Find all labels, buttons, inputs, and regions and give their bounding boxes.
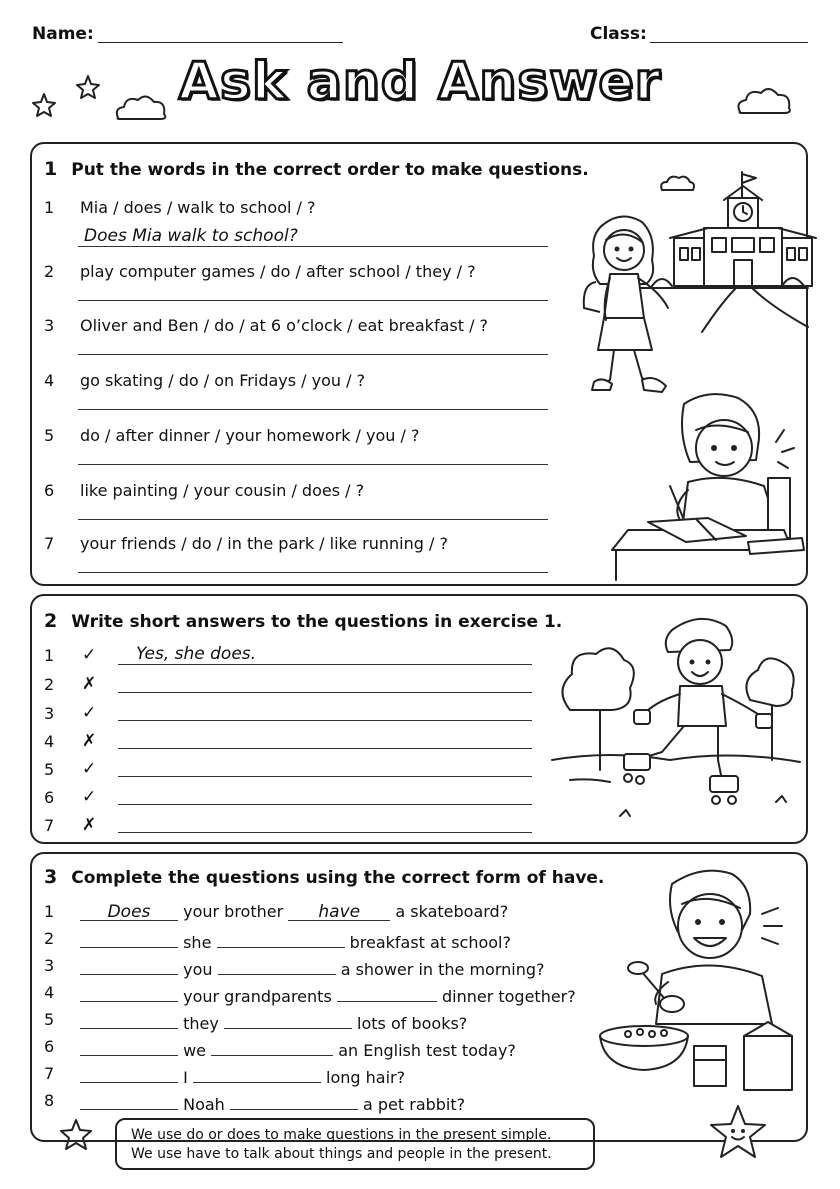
answer-line[interactable]: [118, 720, 532, 721]
boy-skating-icon: [550, 610, 800, 834]
boy-homework-icon: [588, 390, 808, 580]
class-label: Class:: [590, 24, 647, 44]
exercise-3-heading: [44, 866, 604, 888]
gap-input[interactable]: [80, 1010, 178, 1029]
exercise-number: 3: [44, 866, 58, 888]
answer-line[interactable]: [118, 832, 532, 833]
answer-line[interactable]: [118, 748, 532, 749]
exercise-instruction: Complete the questions using the correct form of have.: [71, 868, 605, 888]
class-input-line[interactable]: [650, 42, 808, 43]
answer-line[interactable]: [78, 572, 548, 573]
cloud-icon: [734, 84, 794, 118]
gap-input[interactable]: [80, 1064, 178, 1083]
answer-line[interactable]: [78, 464, 548, 465]
name-input-line[interactable]: [98, 42, 343, 43]
answer-line[interactable]: [78, 354, 548, 355]
answer-text: Does Mia walk to school?: [84, 226, 298, 246]
page-title: Ask and Answer: [178, 52, 662, 112]
exercise-number: 1: [44, 158, 58, 180]
cross-mark-icon: ✗: [82, 674, 97, 694]
gap-input[interactable]: [211, 1037, 333, 1056]
girl-walking-icon: [572, 212, 682, 412]
gap-input[interactable]: [337, 983, 437, 1002]
exercise-2-section: 2 Write short answers to the questions in exercise 1. 1 ✓ Yes, she does. 2 ✗ 3 ✓ 4 ✗ 5 ✓ 6 ✓ 7 ✗: [30, 594, 808, 844]
exercise-instruction: Put the words in the correct order to make questions.: [71, 160, 589, 180]
exercise-number: 2: [44, 610, 58, 632]
gap-input[interactable]: [193, 1064, 321, 1083]
rule-line: We use have to talk about things and people in the present.: [131, 1146, 552, 1162]
gap-input[interactable]: have: [288, 902, 390, 921]
grammar-rule-box: [115, 1118, 595, 1170]
answer-line[interactable]: [118, 664, 532, 665]
exercise-2-heading: [44, 610, 562, 632]
gap-input[interactable]: [80, 956, 178, 975]
gap-input[interactable]: [224, 1010, 352, 1029]
answer-line[interactable]: [118, 804, 532, 805]
answer-line[interactable]: [118, 776, 532, 777]
gap-input[interactable]: [230, 1091, 358, 1110]
answer-line[interactable]: [78, 519, 548, 520]
answer-line[interactable]: [118, 692, 532, 693]
answer-line[interactable]: [78, 300, 548, 301]
check-mark-icon: ✓: [82, 787, 97, 807]
exercise-instruction: Write short answers to the questions in exercise 1.: [71, 612, 563, 632]
gap-input[interactable]: [217, 929, 345, 948]
boy-eating-cereal-icon: [592, 864, 806, 1089]
gap-input[interactable]: [80, 929, 178, 948]
exercise-1-section: 1 Put the words in the correct order to make questions. 1 Mia / does / walk to school / ? Does Mia walk to school? 2 play computer games / do / after school / they / ? 3 Oliver and Ben / do / at 6 o’clock / eat breakfast / ? 4 go skating / do / on Fridays / you / ? 5 do / after dinner / your homework / you / ? 6 like painting / your cousin / does / ? 7 your friends / do / in the park / like running / ?: [30, 142, 808, 586]
smiling-star-icon: [710, 1104, 770, 1164]
gap-input[interactable]: [218, 956, 336, 975]
star-icon: [28, 70, 98, 120]
answer-line[interactable]: [78, 246, 548, 247]
name-label: Name:: [32, 24, 94, 44]
answer-line[interactable]: [78, 409, 548, 410]
cloud-icon: [112, 92, 172, 122]
rule-line: We use do or does to make questions in the present simple.: [131, 1127, 552, 1143]
gap-input[interactable]: [80, 983, 178, 1002]
gap-input[interactable]: Does: [80, 902, 178, 921]
exercise-1-heading: [44, 158, 589, 180]
check-mark-icon: ✓: [82, 645, 97, 665]
cross-mark-icon: ✗: [82, 815, 97, 835]
check-mark-icon: ✓: [82, 759, 97, 779]
check-mark-icon: ✓: [82, 703, 97, 723]
star-icon: [58, 1118, 98, 1154]
gap-input[interactable]: [80, 1091, 178, 1110]
gap-input[interactable]: [80, 1037, 178, 1056]
exercise-3-section: 3 Complete the questions using the correct form of have. 1 Does your brother have a skateboard? 2 she breakfast at school? 3 you a shower in the morning? 4 your grandparents dinner together? 5 they lots of books? 6 we an English test today? 7 I long hair? 8 Noah a pet rabbit?: [30, 852, 808, 1142]
cross-mark-icon: ✗: [82, 731, 97, 751]
answer-text: Yes, she does.: [136, 644, 257, 664]
